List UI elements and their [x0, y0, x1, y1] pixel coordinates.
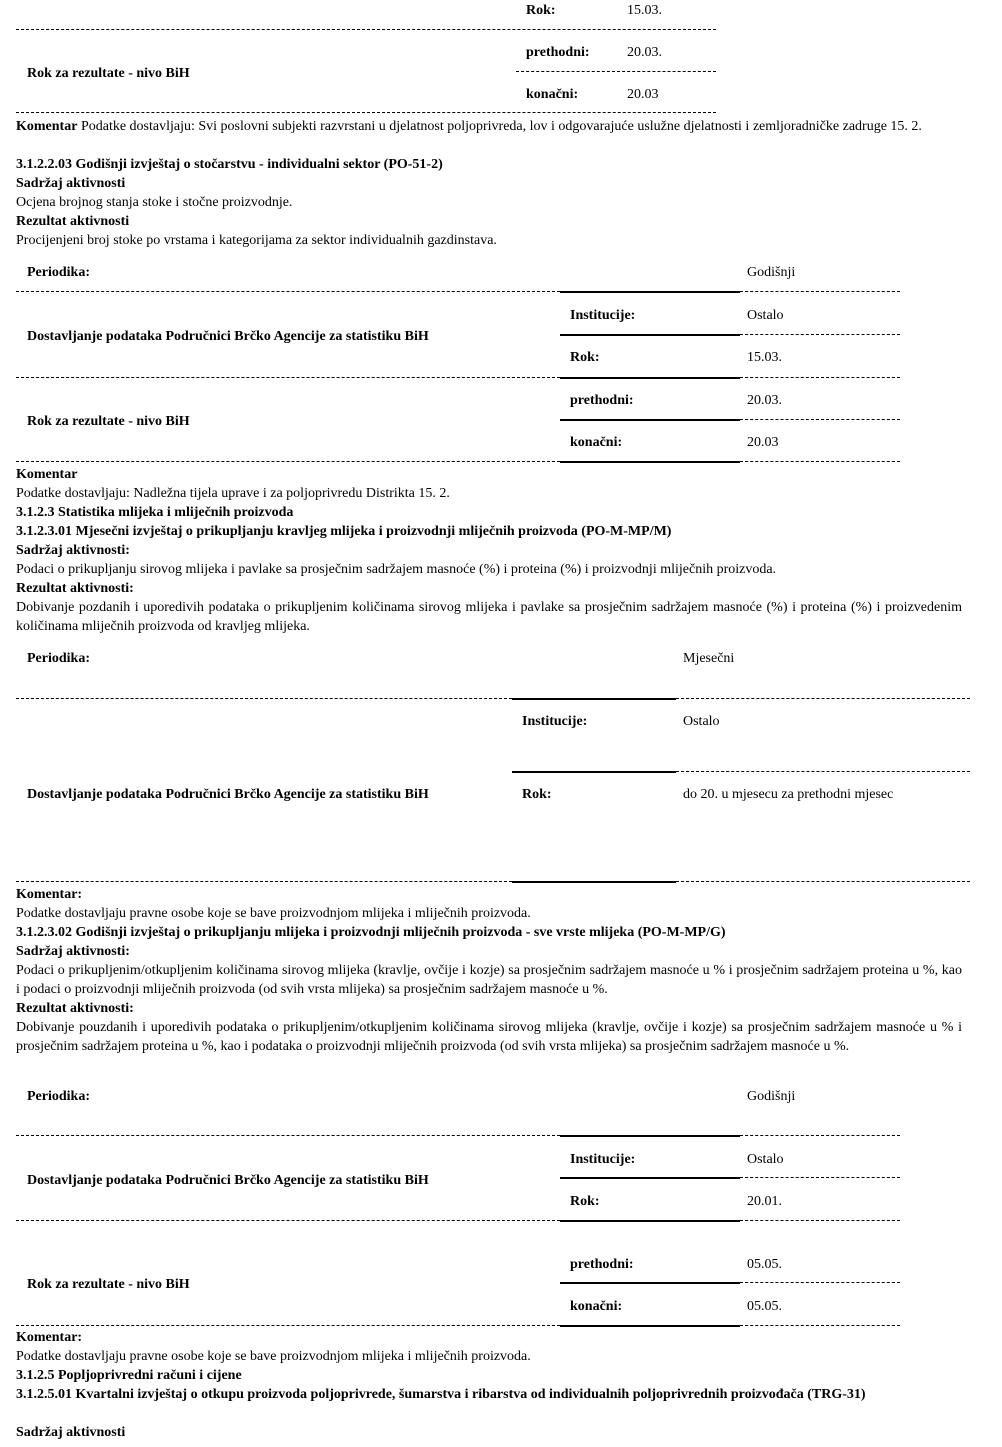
- table-divider: [560, 1177, 740, 1179]
- table-divider: [16, 291, 560, 292]
- institucije-value: Ostalo: [683, 714, 720, 729]
- table-divider: [740, 419, 900, 420]
- konacni-label: konačni:: [570, 435, 623, 450]
- komentar-label: Komentar:: [16, 887, 83, 902]
- komentar-text: Podatke dostavljaju: Nadležna tijela uprave i za poljoprivredu Distrikta 15. 2.: [16, 486, 450, 501]
- rezultat-text: Dobivanje pozdanih i uporedivih podataka o prikupljenim količinama sirovog mlijeka i pavlake sa prosječnim sadržajem masnoće (%) i proteina (%) i proizvedenim količinama mliječnih proizvoda od kravljeg mlijeka.: [16, 600, 962, 634]
- table-divider: [560, 377, 740, 379]
- rok-value: 20.01.: [747, 1194, 782, 1209]
- table-divider: [560, 419, 740, 421]
- table-divider: [740, 1135, 900, 1136]
- table-divider: [560, 1282, 740, 1284]
- rok-label: Rok:: [570, 350, 600, 365]
- top-rok-label: Rok:: [526, 3, 556, 18]
- rezultati-label: Rok za rezultate - nivo BiH: [27, 1277, 190, 1292]
- sadrzaj-label: Sadržaj aktivnosti: [16, 176, 126, 191]
- table-divider: [512, 771, 676, 773]
- rezultat-label: Rezultat aktivnosti: [16, 214, 130, 229]
- prethodni-label: prethodni:: [570, 393, 634, 408]
- section-heading: 3.1.2.3.01 Mjesečni izvještaj o prikupljanju kravljeg mlijeka i proizvodnji mliječnih proizvoda (PO-M-MP/M): [16, 524, 672, 539]
- komentar-label: Komentar: [16, 119, 78, 134]
- table-divider: [560, 291, 740, 293]
- table-divider: [16, 29, 716, 30]
- table-divider: [16, 112, 716, 113]
- rok-value: do 20. u mjesecu za prethodni mjesec: [683, 787, 894, 802]
- institucije-label: Institucije:: [570, 308, 636, 323]
- table-divider: [16, 1220, 560, 1221]
- section-heading: 3.1.2.5.01 Kvartalni izvještaj o otkupu proizvoda poljoprivrede, šumarstva i ribarstva od individualnih poljoprivrednih proizvođača (TRG-31): [16, 1387, 866, 1402]
- periodika-value: Godišnji: [747, 1089, 796, 1104]
- table-divider: [740, 1282, 900, 1283]
- periodika-label: Periodika:: [27, 651, 90, 666]
- prethodni-value: 05.05.: [747, 1257, 782, 1272]
- dostavljanje-label: Dostavljanje podataka Područnici Brčko Agencije za statistiku BiH: [27, 1173, 429, 1188]
- periodika-label: Periodika:: [27, 265, 90, 280]
- table-divider: [560, 461, 740, 463]
- table-divider: [16, 698, 512, 699]
- komentar-text: Podatke dostavljaju pravne osobe koje se bave proizvodnjom mlijeka i mliječnih proizvoda.: [16, 1349, 531, 1364]
- institucije-label: Institucije:: [570, 1152, 636, 1167]
- konacni-label: konačni:: [570, 1299, 623, 1314]
- top-rezultati-label: Rok za rezultate - nivo BiH: [27, 66, 190, 81]
- dostavljanje-label: Dostavljanje podataka Područnici Brčko Agencije za statistiku BiH: [27, 329, 429, 344]
- table-divider: [740, 1177, 900, 1178]
- rok-label: Rok:: [522, 787, 552, 802]
- periodika-value: Mjesečni: [683, 651, 735, 666]
- rok-value: 15.03.: [747, 350, 782, 365]
- table-divider: [516, 71, 716, 72]
- rezultat-label: Rezultat aktivnosti:: [16, 581, 134, 596]
- table-divider: [512, 698, 676, 700]
- top-konacni-label: konačni:: [526, 87, 579, 102]
- table-divider: [512, 881, 676, 883]
- table-divider: [740, 291, 900, 292]
- komentar-label: Komentar:: [16, 1330, 83, 1345]
- table-divider: [740, 461, 900, 462]
- periodika-value: Godišnji: [747, 265, 796, 280]
- table-divider: [560, 1220, 740, 1222]
- sadrzaj-text: Ocjena brojnog stanja stoke i stočne proizvodnje.: [16, 195, 293, 210]
- rezultati-label: Rok za rezultate - nivo BiH: [27, 414, 190, 429]
- institucije-label: Institucije:: [522, 714, 588, 729]
- komentar-text: Podatke dostavljaju: Svi poslovni subjekti razvrstani u djelatnost poljoprivreda, lov i odgovarajuće uslužne djelatnosti i zemljoradničke zadruge 15. 2.: [77, 119, 922, 134]
- table-divider: [16, 1325, 560, 1326]
- komentar-text: Podatke dostavljaju pravne osobe koje se bave proizvodnjom mlijeka i mliječnih proizvoda.: [16, 906, 531, 921]
- top-prethodni-label: prethodni:: [526, 45, 590, 60]
- rok-label: Rok:: [570, 1194, 600, 1209]
- prethodni-label: prethodni:: [570, 1257, 634, 1272]
- section-heading: 3.1.2.2.03 Godišnji izvještaj o stočarstvu - individualni sektor (PO-51-2): [16, 157, 443, 172]
- table-divider: [560, 1325, 740, 1327]
- konacni-value: 20.03: [747, 435, 779, 450]
- top-prethodni-value: 20.03.: [627, 45, 662, 60]
- sadrzaj-label: Sadržaj aktivnosti: [16, 1425, 126, 1440]
- institucije-value: Ostalo: [747, 308, 784, 323]
- institucije-value: Ostalo: [747, 1152, 784, 1167]
- table-divider: [740, 377, 900, 378]
- section-heading: 3.1.2.3.02 Godišnji izvještaj o prikupljanju mlijeka i proizvodnji mliječnih proizvoda - sve vrste mlijeka (PO-M-MP/G): [16, 925, 726, 940]
- table-divider: [676, 771, 970, 772]
- table-divider: [560, 1135, 740, 1137]
- rezultat-text: Dobivanje pouzdanih i uporedivih podataka o prikupljenim/otkupljenim količinama sirovog mlijeka (kravlje, ovčije i kozje) sa prosječnim sadržajem masnoće u % i prosječnim sadržajem proteina u %, kao i podataka o proizvodnji mliječnih proizvoda (od svih vrsta mlijeka) sa prosječnim sadržajem masnoće u %.: [16, 1020, 962, 1054]
- periodika-label: Periodika:: [27, 1089, 90, 1104]
- konacni-value: 05.05.: [747, 1299, 782, 1314]
- table-divider: [16, 377, 560, 378]
- top-konacni-value: 20.03: [627, 87, 659, 102]
- sadrzaj-label: Sadržaj aktivnosti:: [16, 944, 130, 959]
- table-divider: [740, 1220, 900, 1221]
- prethodni-value: 20.03.: [747, 393, 782, 408]
- table-divider: [16, 881, 512, 882]
- komentar-label: Komentar: [16, 467, 78, 482]
- top-rok-value: 15.03.: [627, 3, 662, 18]
- table-divider: [740, 334, 900, 335]
- table-divider: [16, 1135, 560, 1136]
- komentar-paragraph: [16, 117, 962, 136]
- table-divider: [560, 334, 740, 336]
- rezultat-label: Rezultat aktivnosti:: [16, 1001, 134, 1016]
- table-divider: [676, 881, 970, 882]
- dostavljanje-label: Dostavljanje podataka Područnici Brčko Agencije za statistiku BiH: [27, 787, 429, 802]
- table-divider: [740, 1325, 900, 1326]
- sadrzaj-label: Sadržaj aktivnosti:: [16, 543, 130, 558]
- sadrzaj-text: Podaci o prikupljenim/otkupljenim količinama sirovog mlijeka (kravlje, ovčije i kozje) sa prosječnim sadržajem masnoće u % i prosječnim sadržajem proteina u %, kao i podaci o proizvodnji mliječnih proizvoda (od svih vrsta mlijeka) sa prosječnim sadržajem masnoće u %.: [16, 963, 962, 997]
- table-divider: [676, 698, 970, 699]
- sadrzaj-text: Podaci o prikupljanju sirovog mlijeka i pavlake sa prosječnim sadržajem masnoće (%) i proteina (%) i proizvodnji mliječnih proizvoda.: [16, 562, 777, 577]
- rezultat-text: Procijenjeni broj stoke po vrstama i kategorijama za sektor individualnih gazdinstava.: [16, 233, 497, 248]
- table-divider: [16, 461, 560, 462]
- section-heading: 3.1.2.3 Statistika mlijeka i mliječnih proizvoda: [16, 505, 294, 520]
- section-heading: 3.1.2.5 Popljoprivredni računi i cijene: [16, 1368, 242, 1383]
